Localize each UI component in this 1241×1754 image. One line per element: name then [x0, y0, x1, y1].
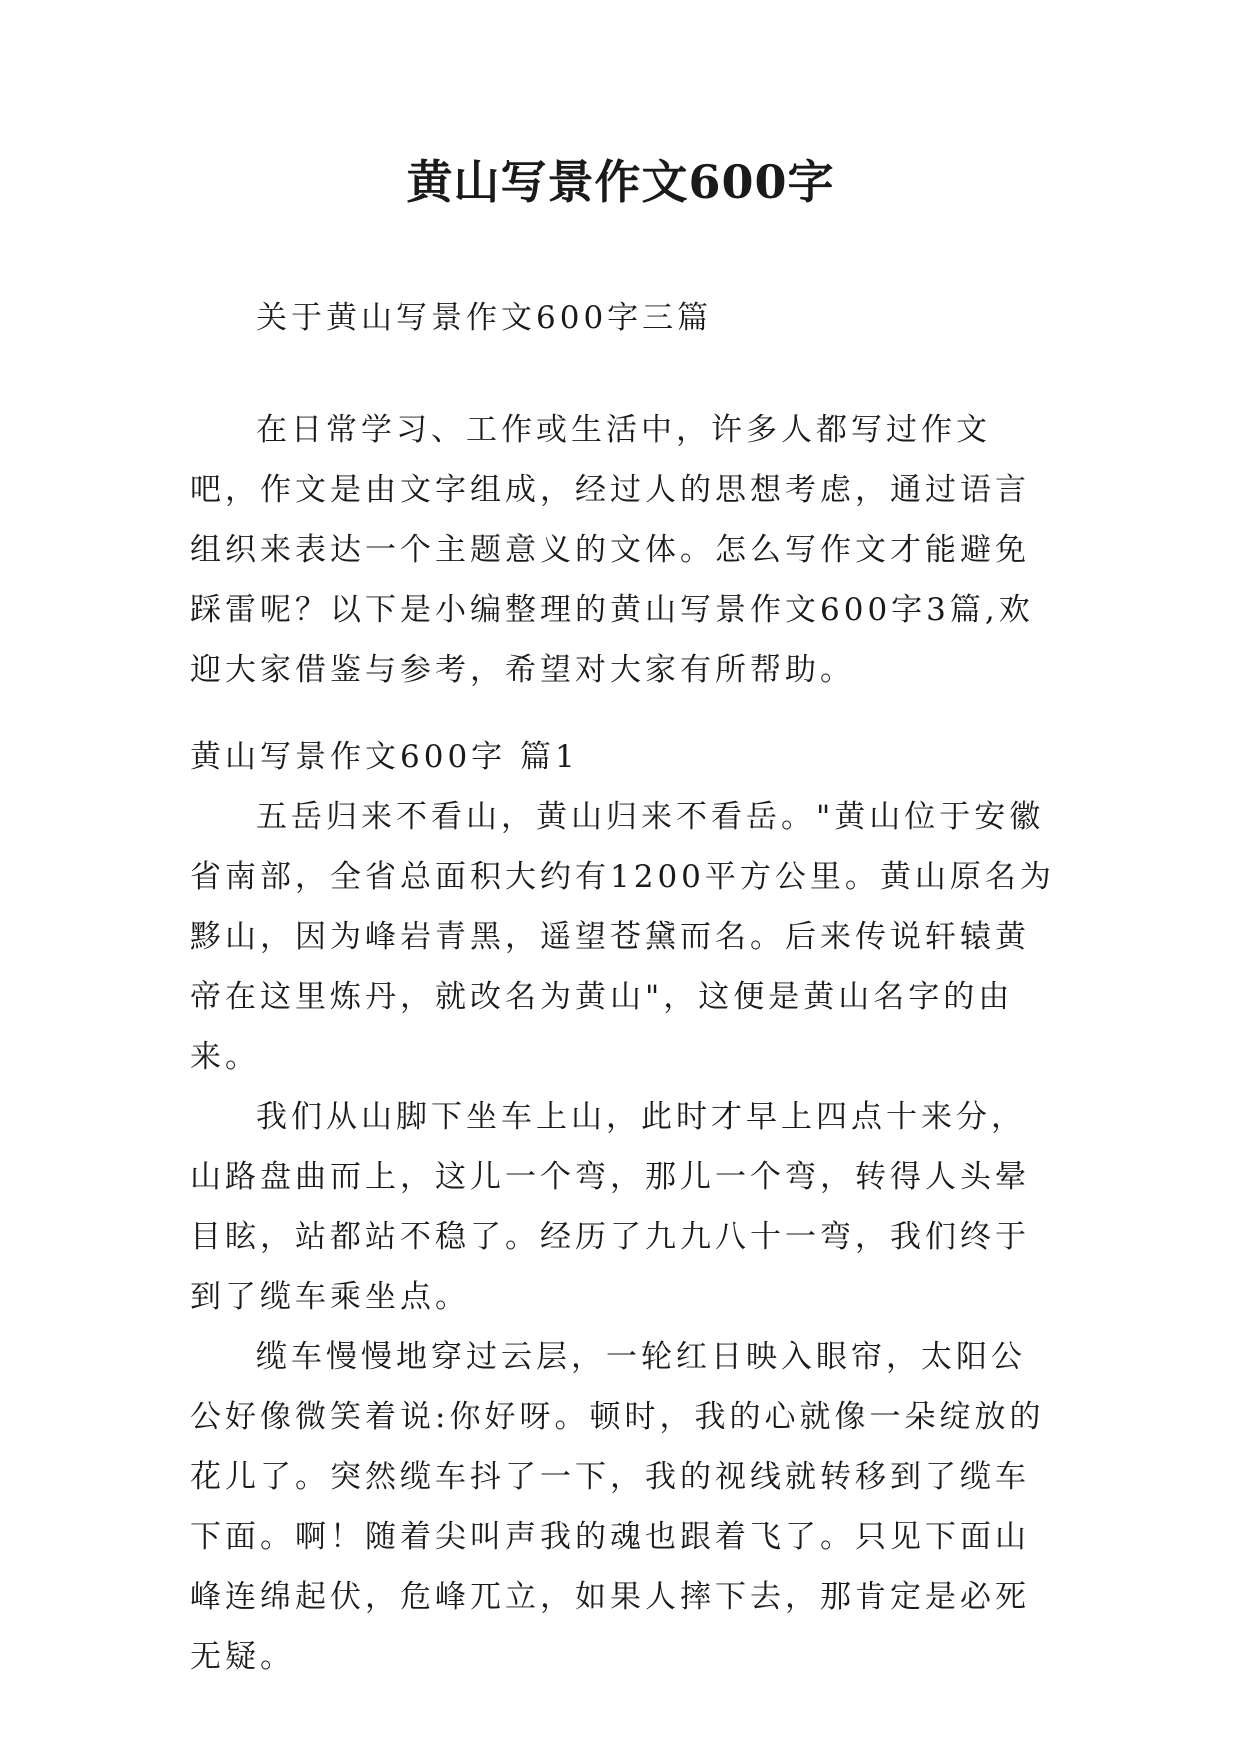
- article-paragraph-2: 我们从山脚下坐车上山，此时才早上四点十来分，山路盘曲而上，这儿一个弯，那儿一个弯，转得人头晕目眩，站都站不稳了。经历了九九八十一弯，我们终于到了缆车乘坐点。: [190, 1099, 1030, 1315]
- document-title: 黄山写景作文600字: [406, 155, 835, 209]
- article-body: [190, 787, 1060, 1687]
- section-heading: 黄山写景作文600字 篇1: [190, 739, 579, 775]
- article-paragraph-1: 五岳归来不看山，黄山归来不看岳。"黄山位于安徽省南部，全省总面积大约有1200平方公里。黄山原名为黟山，因为峰岩青黑，遥望苍黛而名。后来传说轩辕黄帝在这里炼丹，就改名为黄山"，这便是黄山名字的由来。: [190, 799, 1055, 1075]
- document-subtitle: 关于黄山写景作文600字三篇: [256, 300, 713, 336]
- article-paragraph-3: 缆车慢慢地穿过云层，一轮红日映入眼帘，太阳公公好像微笑着说:你好呀。顿时，我的心就像一朵绽放的花儿了。突然缆车抖了一下，我的视线就转移到了缆车下面。啊！随着尖叫声我的魂也跟着飞了。只见下面山峰连绵起伏，危峰兀立，如果人摔下去，那肯定是必死无疑。: [190, 1339, 1045, 1675]
- intro-paragraph: 在日常学习、工作或生活中，许多人都写过作文吧，作文是由文字组成，经过人的思想考虑，通过语言组织来表达一个主题意义的文体。怎么写作文才能避免踩雷呢？以下是小编整理的黄山写景作文600字3篇,欢迎大家借鉴与参考，希望对大家有所帮助。: [190, 412, 1034, 688]
